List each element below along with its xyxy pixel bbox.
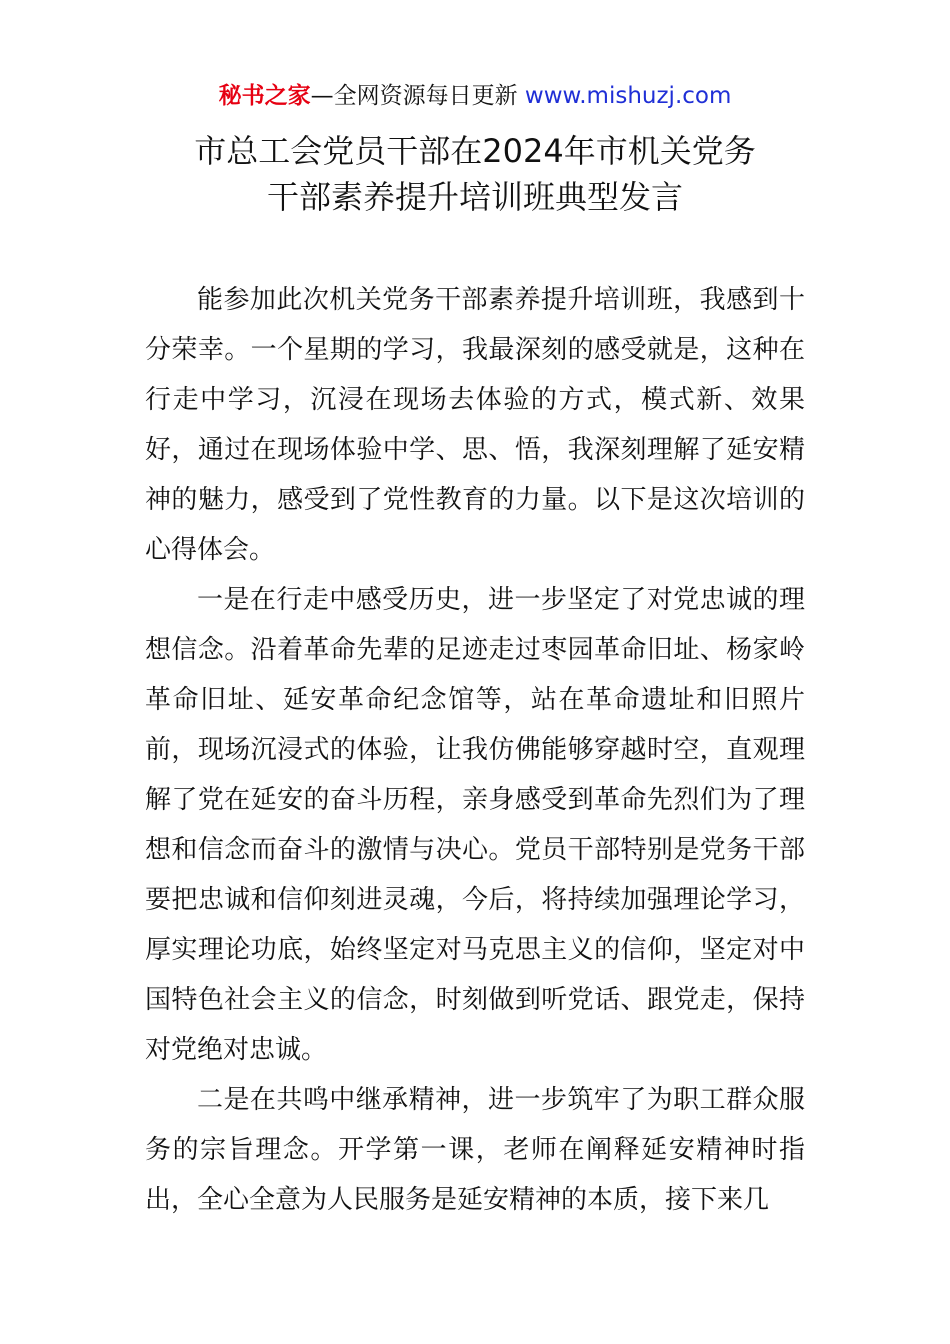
paragraph-point-1: 一是在行走中感受历史，进一步坚定了对党忠诚的理想信念。沿着革命先辈的足迹走过枣园革命旧址、杨家岭革命旧址、延安革命纪念馆等，站在革命遗址和旧照片前，现场沉浸式的体验，让我仿佛能够穿越时空，直观理解了党在延安的奋斗历程，亲身感受到革命先烈们为了理想和信念而奋斗的激情与决心。党员干部特别是党务干部要把忠诚和信仰刻进灵魂，今后，将持续加强理论学习，厚实理论功底，始终坚定对马克思主义的信仰，坚定对中国特色社会主义的信念，时刻做到听党话、跟党走，保持对党绝对忠诚。 — [145, 585, 805, 1065]
document-body — [145, 275, 805, 1225]
paragraph-intro: 能参加此次机关党务干部素养提升培训班，我感到十分荣幸。一个星期的学习，我最深刻的感受就是，这种在行走中学习，沉浸在现场去体验的方式，模式新、效果好，通过在现场体验中学、思、悟，我深刻理解了延安精神的魅力，感受到了党性教育的力量。以下是这次培训的心得体会。 — [145, 285, 805, 565]
banner-slogan: —全网资源每日更新 — [310, 83, 525, 109]
site-banner — [0, 80, 950, 112]
title-line-1: 市总工会党员干部在2024年市机关党务 — [194, 132, 756, 170]
brand-name: 秘书之家 — [218, 83, 311, 109]
title-line-2: 干部素养提升培训班典型发言 — [266, 178, 683, 216]
site-url-link[interactable]: www.mishuzj.com — [524, 83, 732, 109]
document-title — [0, 128, 950, 220]
paragraph-point-2: 二是在共鸣中继承精神，进一步筑牢了为职工群众服务的宗旨理念。开学第一课，老师在阐释延安精神时指出，全心全意为人民服务是延安精神的本质，接下来几 — [145, 1085, 805, 1215]
